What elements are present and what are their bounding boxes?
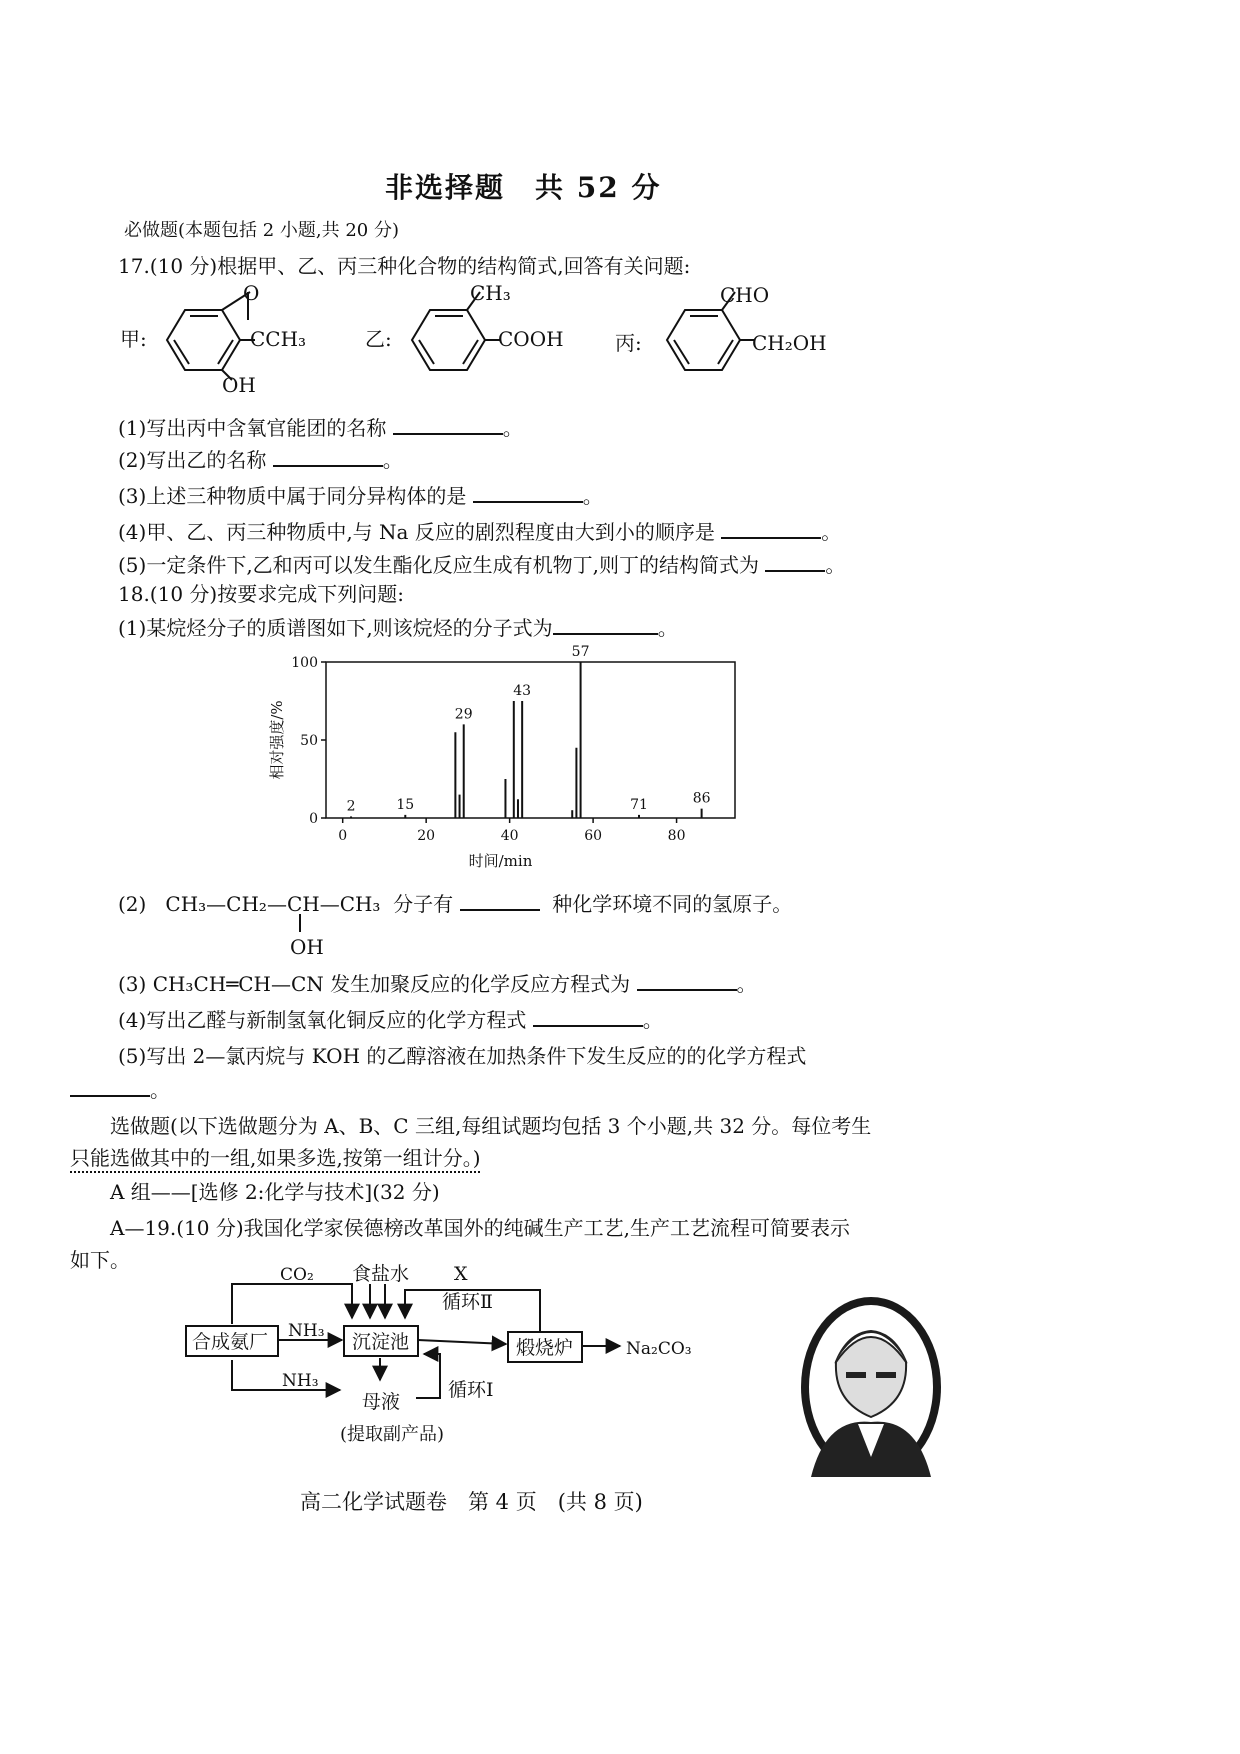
answer-blank[interactable] (460, 893, 540, 911)
flow-nh3-top: NH₃ (288, 1321, 325, 1341)
q17-3: (3)上述三种物质中属于同分异构体的是 。 (118, 484, 603, 508)
q17-stem: 17.(10 分)根据甲、乙、丙三种化合物的结构简式,回答有关问题: (118, 254, 691, 278)
flow-brine: 食盐水 (352, 1263, 410, 1285)
q17-4: (4)甲、乙、丙三种物质中,与 Na 反应的剧烈程度由大到小的顺序是 。 (118, 520, 842, 544)
jia-label: 甲: (120, 327, 147, 351)
q19-stem-2: 如下。 (70, 1248, 130, 1272)
box-tank (344, 1326, 418, 1356)
y-tick-label: 50 (300, 733, 318, 749)
flow-cycle2: 循环Ⅱ (442, 1291, 493, 1313)
bing-top: CHO (720, 283, 770, 307)
peak-label: 43 (513, 683, 532, 699)
peak-label: 29 (454, 706, 473, 723)
y-tick-label: 100 (291, 655, 318, 671)
peak-label: 15 (396, 796, 415, 813)
jia-group: CCH₃ (250, 327, 307, 351)
box-furnace (508, 1332, 582, 1362)
yi-top: CH₃ (470, 281, 511, 305)
answer-blank[interactable] (533, 1009, 643, 1027)
answer-blank[interactable] (70, 1079, 150, 1097)
yi-label: 乙: (365, 327, 392, 351)
group-a-heading: A 组——[选修 2:化学与技术](32 分) (110, 1180, 440, 1204)
answer-blank[interactable] (765, 554, 825, 572)
answer-blank[interactable] (637, 973, 737, 991)
x-tick-label: 40 (500, 828, 519, 844)
section-title: 非选择题 共 52 分 (385, 171, 662, 204)
peak-label: 57 (571, 644, 590, 660)
jia-oh: OH (222, 373, 256, 397)
q18-stem: 18.(10 分)按要求完成下列问题: (118, 582, 404, 606)
x-axis-label: 时间/min (468, 852, 533, 870)
peak-label: 86 (692, 790, 711, 807)
answer-blank[interactable] (473, 485, 583, 503)
jia-o: O (243, 281, 260, 305)
q19-stem-1: A—19.(10 分)我国化学家侯德榜改革国外的纯碱生产工艺,生产工艺流程可简要表示 (110, 1216, 851, 1240)
flow-mother: 母液 (362, 1391, 401, 1413)
q18-2-oh: OH (290, 935, 324, 959)
q17-structures (110, 280, 870, 400)
flow-tank: 沉淀池 (352, 1331, 410, 1353)
q17-2: (2)写出乙的名称 。 (118, 448, 403, 472)
answer-blank[interactable] (393, 417, 503, 435)
mass-spectrum-chart (260, 640, 760, 880)
peak-label: 2 (346, 798, 356, 815)
answer-blank[interactable] (553, 617, 658, 635)
bing-label: 丙: (615, 331, 642, 355)
box-plant (186, 1326, 278, 1356)
flow-nh3-bottom: NH₃ (282, 1371, 319, 1391)
q18-5-answer: 。 (70, 1074, 170, 1103)
q17-1: (1)写出丙中含氧官能团的名称 。 (118, 416, 523, 440)
y-tick-label: 0 (309, 811, 318, 827)
flow-co2: CO₂ (280, 1265, 314, 1285)
x-tick-label: 20 (417, 828, 436, 844)
yi-right: COOH (498, 327, 564, 351)
flow-x: X (454, 1263, 468, 1285)
flow-byproduct: (提取副产品) (340, 1424, 445, 1445)
elective-intro-1: 选做题(以下选做题分为 A、B、C 三组,每组试题均包括 3 个小题,共 32 分。每位考生 (110, 1114, 872, 1138)
soda-process-flow (180, 1262, 720, 1452)
q18-5: (5)写出 2—氯丙烷与 KOH 的乙醇溶液在加热条件下发生反应的的化学方程式 (118, 1044, 807, 1068)
flow-product: Na₂CO₃ (626, 1339, 692, 1359)
q18-2-oh-branch (290, 912, 330, 962)
elective-intro-2: 只能选做其中的一组,如果多选,按第一组计分。) (70, 1146, 481, 1170)
q18-4: (4)写出乙醛与新制氢氧化铜反应的化学方程式 。 (118, 1008, 663, 1032)
x-tick-label: 60 (584, 828, 603, 844)
q18-2: (2) CH₃—CH₂—CH—CH₃ 分子有 种化学环境不同的氢原子。 (118, 892, 793, 916)
bing-right: CH₂OH (752, 331, 827, 355)
benzene-ring-jia (167, 292, 255, 380)
portrait-photo (796, 1292, 946, 1482)
page-footer: 高二化学试题卷 第 4 页 (共 8 页) (300, 1490, 643, 1514)
answer-blank[interactable] (273, 449, 383, 467)
peak-label: 71 (630, 796, 648, 813)
flow-cycle1: 循环Ⅰ (448, 1379, 494, 1401)
required-heading: 必做题(本题包括 2 小题,共 20 分) (124, 220, 400, 241)
x-tick-label: 0 (338, 828, 348, 844)
q18-1: (1)某烷烃分子的质谱图如下,则该烷烃的分子式为 。 (118, 616, 678, 640)
x-tick-label: 80 (667, 828, 686, 844)
flow-plant: 合成氨厂 (192, 1331, 269, 1353)
q18-3: (3) CH₃CH═CH—CN 发生加聚反应的化学反应方程式为 。 (118, 972, 757, 996)
y-axis-label: 相对强度/% (268, 700, 286, 780)
answer-blank[interactable] (721, 521, 821, 539)
flow-furnace: 煅烧炉 (516, 1337, 574, 1359)
q17-5: (5)一定条件下,乙和丙可以发生酯化反应生成有机物丁,则丁的结构简式为 。 (118, 553, 846, 577)
